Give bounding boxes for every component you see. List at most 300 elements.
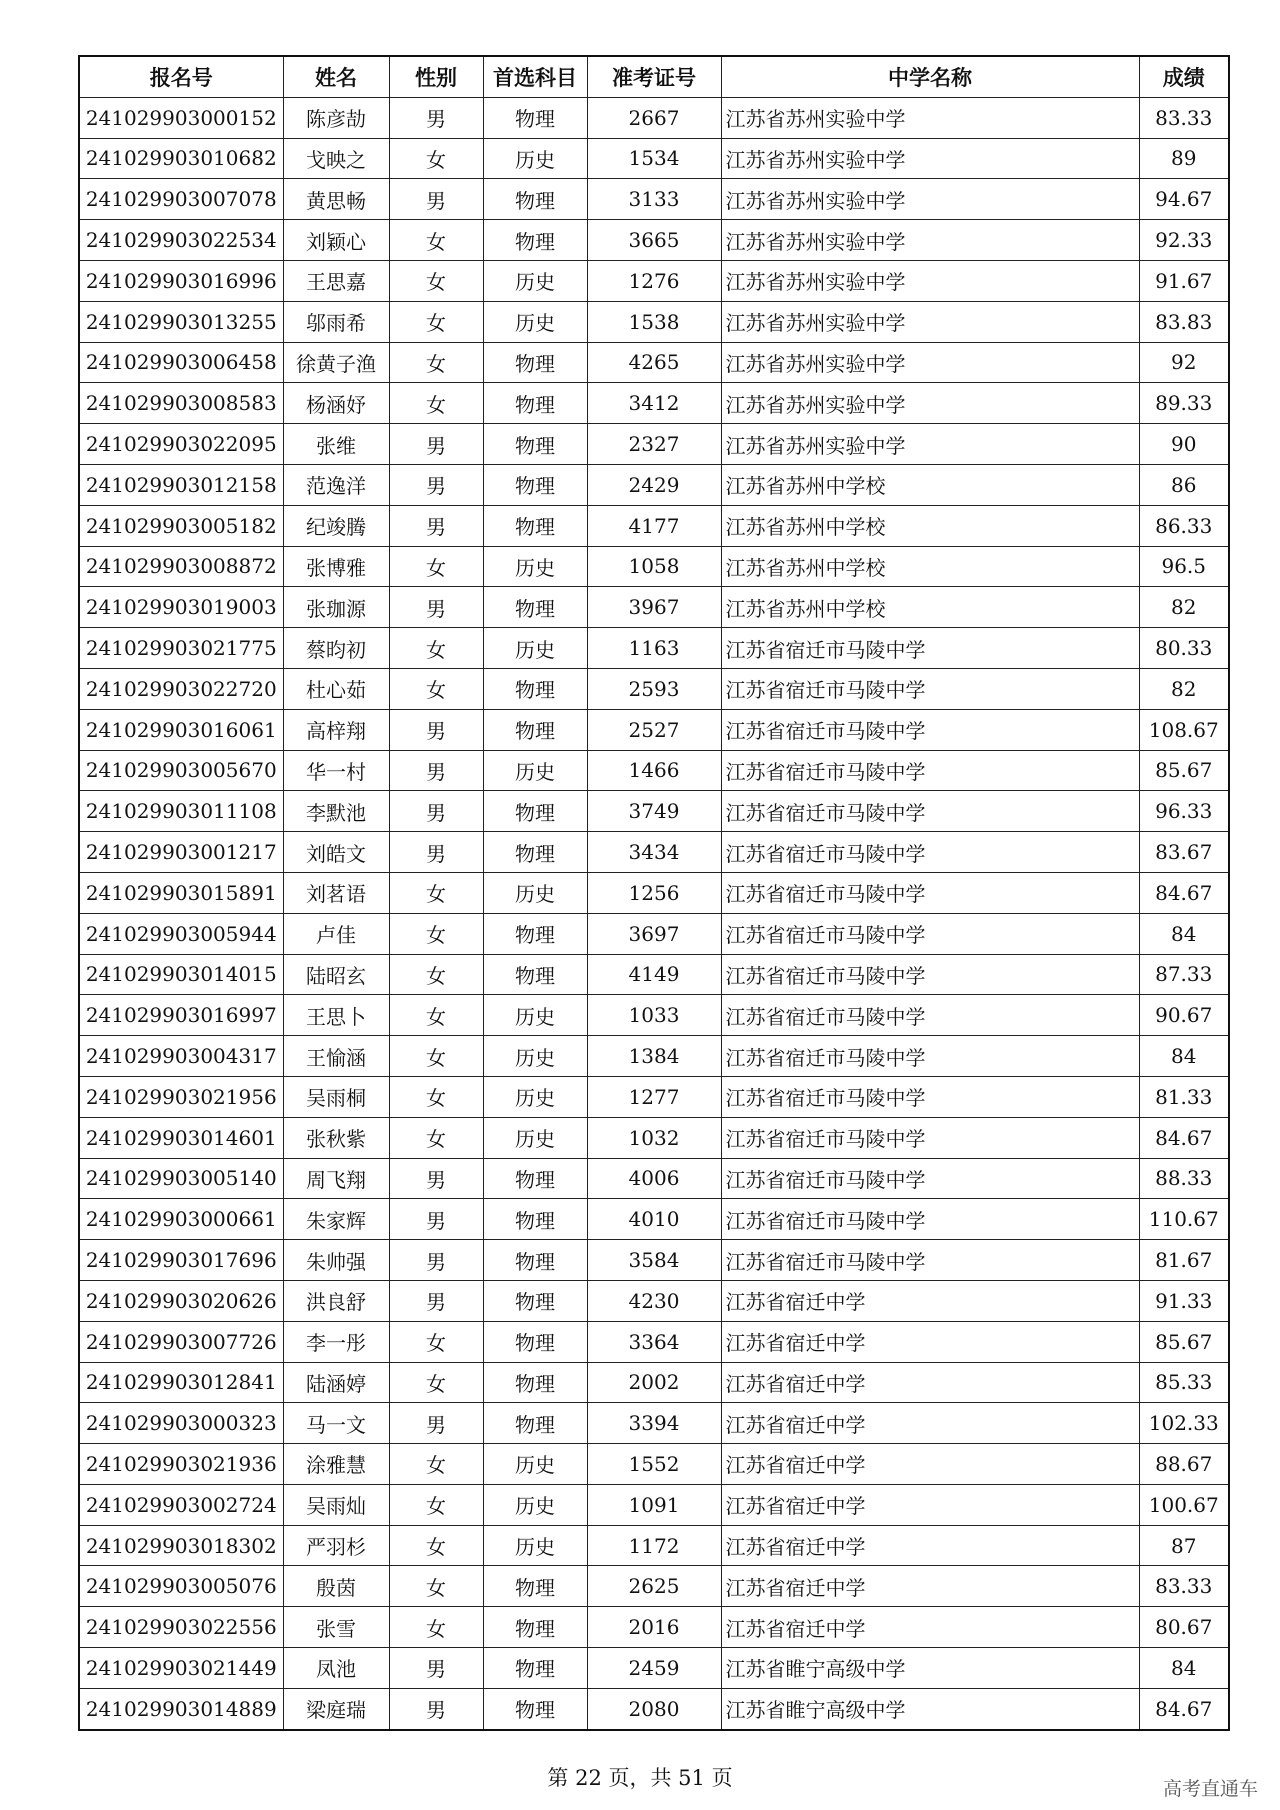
- watermark: 高考直通车: [1162, 1778, 1258, 1800]
- cell-name: 严羽杉: [283, 1525, 389, 1566]
- cell-gender: 男: [389, 464, 483, 505]
- cell-score: 84.67: [1139, 872, 1229, 913]
- cell-registration-no: 241029903012841: [79, 1362, 283, 1403]
- cell-registration-no: 241029903005076: [79, 1566, 283, 1607]
- table-body: [79, 97, 1229, 1729]
- cell-school: 江苏省苏州中学校: [721, 505, 1139, 546]
- cell-subject: 物理: [483, 1688, 587, 1729]
- cell-school: 江苏省苏州实验中学: [721, 138, 1139, 179]
- cell-exam-id: 1384: [587, 1036, 721, 1077]
- cell-gender: 男: [389, 97, 483, 138]
- cell-school: 江苏省宿迁中学: [721, 1321, 1139, 1362]
- cell-school: 江苏省苏州中学校: [721, 587, 1139, 628]
- cell-name: 殷茵: [283, 1566, 389, 1607]
- cell-gender: 男: [389, 1403, 483, 1444]
- cell-registration-no: 241029903015891: [79, 872, 283, 913]
- cell-school: 江苏省宿迁市马陵中学: [721, 1117, 1139, 1158]
- cell-score: 84.67: [1139, 1117, 1229, 1158]
- cell-subject: 物理: [483, 1199, 587, 1240]
- cell-exam-id: 1032: [587, 1117, 721, 1158]
- cell-school: 江苏省宿迁市马陵中学: [721, 709, 1139, 750]
- cell-name: 杨涵妤: [283, 383, 389, 424]
- table-row: [79, 1648, 1229, 1689]
- cell-subject: 物理: [483, 587, 587, 628]
- cell-name: 蔡昀初: [283, 628, 389, 669]
- cell-score: 80.33: [1139, 628, 1229, 669]
- cell-school: 江苏省苏州实验中学: [721, 342, 1139, 383]
- header-subject: 首选科目: [483, 56, 587, 97]
- cell-score: 85.33: [1139, 1362, 1229, 1403]
- table-row: [79, 1117, 1229, 1158]
- cell-exam-id: 1552: [587, 1444, 721, 1485]
- cell-gender: 男: [389, 505, 483, 546]
- cell-name: 华一村: [283, 750, 389, 791]
- cell-gender: 男: [389, 832, 483, 873]
- cell-gender: 女: [389, 1566, 483, 1607]
- header-score: 成绩: [1139, 56, 1229, 97]
- cell-subject: 历史: [483, 1444, 587, 1485]
- cell-name: 张秋紫: [283, 1117, 389, 1158]
- cell-exam-id: 2667: [587, 97, 721, 138]
- cell-gender: 女: [389, 1117, 483, 1158]
- cell-registration-no: 241029903000323: [79, 1403, 283, 1444]
- cell-gender: 男: [389, 1688, 483, 1729]
- cell-subject: 历史: [483, 750, 587, 791]
- cell-gender: 男: [389, 1648, 483, 1689]
- cell-subject: 历史: [483, 1525, 587, 1566]
- cell-registration-no: 241029903019003: [79, 587, 283, 628]
- results-table: [78, 55, 1230, 1731]
- table-row: [79, 628, 1229, 669]
- cell-exam-id: 1163: [587, 628, 721, 669]
- table-row: [79, 97, 1229, 138]
- cell-exam-id: 2016: [587, 1607, 721, 1648]
- table-row: [79, 546, 1229, 587]
- cell-gender: 女: [389, 138, 483, 179]
- cell-gender: 女: [389, 383, 483, 424]
- cell-school: 江苏省宿迁中学: [721, 1566, 1139, 1607]
- cell-exam-id: 3394: [587, 1403, 721, 1444]
- cell-gender: 女: [389, 1321, 483, 1362]
- cell-registration-no: 241029903006458: [79, 342, 283, 383]
- cell-exam-id: 1466: [587, 750, 721, 791]
- cell-name: 朱帅强: [283, 1240, 389, 1281]
- cell-name: 戈映之: [283, 138, 389, 179]
- cell-exam-id: 4006: [587, 1158, 721, 1199]
- cell-subject: 物理: [483, 1158, 587, 1199]
- cell-score: 89.33: [1139, 383, 1229, 424]
- cell-gender: 男: [389, 179, 483, 220]
- table-row: [79, 750, 1229, 791]
- cell-school: 江苏省宿迁市马陵中学: [721, 668, 1139, 709]
- cell-school: 江苏省宿迁中学: [721, 1607, 1139, 1648]
- header-name: 姓名: [283, 56, 389, 97]
- cell-gender: 女: [389, 628, 483, 669]
- table-row: [79, 1607, 1229, 1648]
- cell-school: 江苏省宿迁中学: [721, 1444, 1139, 1485]
- table-row: [79, 832, 1229, 873]
- cell-exam-id: 1058: [587, 546, 721, 587]
- cell-gender: 女: [389, 1362, 483, 1403]
- cell-score: 90: [1139, 424, 1229, 465]
- cell-registration-no: 241029903021775: [79, 628, 283, 669]
- cell-score: 102.33: [1139, 1403, 1229, 1444]
- cell-registration-no: 241029903011108: [79, 791, 283, 832]
- cell-exam-id: 1091: [587, 1484, 721, 1525]
- cell-name: 张雪: [283, 1607, 389, 1648]
- cell-gender: 女: [389, 1607, 483, 1648]
- cell-name: 陈彦劼: [283, 97, 389, 138]
- cell-registration-no: 241029903021936: [79, 1444, 283, 1485]
- cell-subject: 历史: [483, 301, 587, 342]
- cell-subject: 历史: [483, 260, 587, 301]
- table-row: [79, 1444, 1229, 1485]
- cell-exam-id: 3584: [587, 1240, 721, 1281]
- cell-score: 89: [1139, 138, 1229, 179]
- cell-score: 100.67: [1139, 1484, 1229, 1525]
- cell-registration-no: 241029903012158: [79, 464, 283, 505]
- table-row: [79, 464, 1229, 505]
- cell-school: 江苏省宿迁市马陵中学: [721, 791, 1139, 832]
- cell-school: 江苏省宿迁市马陵中学: [721, 995, 1139, 1036]
- table-row: [79, 954, 1229, 995]
- cell-school: 江苏省宿迁市马陵中学: [721, 1076, 1139, 1117]
- cell-score: 91.67: [1139, 260, 1229, 301]
- cell-subject: 物理: [483, 668, 587, 709]
- cell-school: 江苏省宿迁市马陵中学: [721, 832, 1139, 873]
- cell-registration-no: 241029903020626: [79, 1280, 283, 1321]
- cell-subject: 历史: [483, 872, 587, 913]
- cell-score: 80.67: [1139, 1607, 1229, 1648]
- cell-exam-id: 2327: [587, 424, 721, 465]
- cell-score: 81.33: [1139, 1076, 1229, 1117]
- cell-exam-id: 3967: [587, 587, 721, 628]
- table-row: [79, 179, 1229, 220]
- cell-gender: 女: [389, 220, 483, 261]
- cell-registration-no: 241029903022534: [79, 220, 283, 261]
- cell-score: 87.33: [1139, 954, 1229, 995]
- header-school: 中学名称: [721, 56, 1139, 97]
- cell-score: 88.67: [1139, 1444, 1229, 1485]
- table-row: [79, 1566, 1229, 1607]
- cell-name: 高梓翔: [283, 709, 389, 750]
- cell-score: 84: [1139, 1648, 1229, 1689]
- cell-name: 涂雅慧: [283, 1444, 389, 1485]
- cell-score: 83.83: [1139, 301, 1229, 342]
- cell-registration-no: 241029903008583: [79, 383, 283, 424]
- cell-school: 江苏省苏州中学校: [721, 464, 1139, 505]
- cell-subject: 历史: [483, 1484, 587, 1525]
- cell-registration-no: 241029903022095: [79, 424, 283, 465]
- cell-registration-no: 241029903022720: [79, 668, 283, 709]
- cell-name: 李一彤: [283, 1321, 389, 1362]
- cell-score: 110.67: [1139, 1199, 1229, 1240]
- cell-subject: 物理: [483, 505, 587, 546]
- cell-name: 王愉涵: [283, 1036, 389, 1077]
- cell-subject: 物理: [483, 1321, 587, 1362]
- cell-subject: 物理: [483, 383, 587, 424]
- cell-subject: 物理: [483, 832, 587, 873]
- cell-school: 江苏省宿迁中学: [721, 1362, 1139, 1403]
- cell-school: 江苏省苏州实验中学: [721, 301, 1139, 342]
- cell-score: 83.67: [1139, 832, 1229, 873]
- table-row: [79, 1240, 1229, 1281]
- cell-name: 张维: [283, 424, 389, 465]
- cell-score: 92.33: [1139, 220, 1229, 261]
- cell-registration-no: 241029903005670: [79, 750, 283, 791]
- cell-registration-no: 241029903005944: [79, 913, 283, 954]
- table-row: [79, 260, 1229, 301]
- cell-name: 周飞翔: [283, 1158, 389, 1199]
- cell-registration-no: 241029903008872: [79, 546, 283, 587]
- cell-exam-id: 4177: [587, 505, 721, 546]
- cell-name: 徐黄子渔: [283, 342, 389, 383]
- cell-school: 江苏省苏州中学校: [721, 546, 1139, 587]
- cell-registration-no: 241029903000661: [79, 1199, 283, 1240]
- table-row: [79, 505, 1229, 546]
- cell-score: 94.67: [1139, 179, 1229, 220]
- cell-school: 江苏省宿迁中学: [721, 1403, 1139, 1444]
- cell-school: 江苏省宿迁中学: [721, 1525, 1139, 1566]
- cell-subject: 物理: [483, 1566, 587, 1607]
- cell-subject: 物理: [483, 97, 587, 138]
- cell-school: 江苏省睢宁高级中学: [721, 1648, 1139, 1689]
- cell-exam-id: 2429: [587, 464, 721, 505]
- cell-score: 84.67: [1139, 1688, 1229, 1729]
- cell-exam-id: 2625: [587, 1566, 721, 1607]
- table-row: [79, 1158, 1229, 1199]
- header-registration-no: 报名号: [79, 56, 283, 97]
- cell-subject: 物理: [483, 179, 587, 220]
- cell-exam-id: 3665: [587, 220, 721, 261]
- cell-score: 82: [1139, 668, 1229, 709]
- table-row: [79, 424, 1229, 465]
- cell-registration-no: 241029903016061: [79, 709, 283, 750]
- cell-name: 张博雅: [283, 546, 389, 587]
- cell-exam-id: 1534: [587, 138, 721, 179]
- cell-exam-id: 1033: [587, 995, 721, 1036]
- cell-exam-id: 1276: [587, 260, 721, 301]
- cell-gender: 男: [389, 750, 483, 791]
- cell-score: 108.67: [1139, 709, 1229, 750]
- cell-score: 84: [1139, 1036, 1229, 1077]
- cell-school: 江苏省苏州实验中学: [721, 97, 1139, 138]
- cell-registration-no: 241029903007078: [79, 179, 283, 220]
- cell-score: 86.33: [1139, 505, 1229, 546]
- cell-subject: 物理: [483, 791, 587, 832]
- table-row: [79, 1036, 1229, 1077]
- cell-name: 马一文: [283, 1403, 389, 1444]
- cell-score: 85.67: [1139, 750, 1229, 791]
- cell-gender: 女: [389, 913, 483, 954]
- cell-exam-id: 3412: [587, 383, 721, 424]
- table-row: [79, 138, 1229, 179]
- cell-registration-no: 241029903001217: [79, 832, 283, 873]
- cell-name: 洪良舒: [283, 1280, 389, 1321]
- cell-gender: 女: [389, 260, 483, 301]
- table-row: [79, 1076, 1229, 1117]
- cell-exam-id: 2080: [587, 1688, 721, 1729]
- cell-registration-no: 241029903004317: [79, 1036, 283, 1077]
- cell-name: 范逸洋: [283, 464, 389, 505]
- cell-school: 江苏省宿迁市马陵中学: [721, 750, 1139, 791]
- cell-gender: 女: [389, 546, 483, 587]
- cell-subject: 物理: [483, 424, 587, 465]
- cell-subject: 物理: [483, 464, 587, 505]
- cell-school: 江苏省苏州实验中学: [721, 220, 1139, 261]
- cell-exam-id: 1538: [587, 301, 721, 342]
- cell-name: 吴雨灿: [283, 1484, 389, 1525]
- cell-score: 83.33: [1139, 1566, 1229, 1607]
- cell-gender: 男: [389, 1240, 483, 1281]
- cell-score: 91.33: [1139, 1280, 1229, 1321]
- cell-name: 黄思畅: [283, 179, 389, 220]
- cell-gender: 男: [389, 1199, 483, 1240]
- cell-score: 86: [1139, 464, 1229, 505]
- cell-gender: 女: [389, 1525, 483, 1566]
- cell-name: 陆涵婷: [283, 1362, 389, 1403]
- cell-score: 90.67: [1139, 995, 1229, 1036]
- cell-gender: 女: [389, 342, 483, 383]
- cell-subject: 物理: [483, 1362, 587, 1403]
- cell-subject: 历史: [483, 1117, 587, 1158]
- cell-school: 江苏省宿迁市马陵中学: [721, 954, 1139, 995]
- cell-gender: 女: [389, 668, 483, 709]
- cell-name: 凤池: [283, 1648, 389, 1689]
- cell-subject: 物理: [483, 913, 587, 954]
- cell-name: 李默池: [283, 791, 389, 832]
- table-row: [79, 1280, 1229, 1321]
- cell-registration-no: 241029903005182: [79, 505, 283, 546]
- cell-school: 江苏省宿迁市马陵中学: [721, 913, 1139, 954]
- cell-registration-no: 241029903010682: [79, 138, 283, 179]
- cell-registration-no: 241029903014601: [79, 1117, 283, 1158]
- table-row: [79, 301, 1229, 342]
- cell-name: 刘皓文: [283, 832, 389, 873]
- cell-name: 张珈源: [283, 587, 389, 628]
- cell-school: 江苏省苏州实验中学: [721, 383, 1139, 424]
- table-row: [79, 1525, 1229, 1566]
- table-row: [79, 383, 1229, 424]
- cell-score: 96.5: [1139, 546, 1229, 587]
- cell-score: 81.67: [1139, 1240, 1229, 1281]
- cell-exam-id: 2459: [587, 1648, 721, 1689]
- cell-subject: 历史: [483, 995, 587, 1036]
- cell-school: 江苏省宿迁市马陵中学: [721, 1199, 1139, 1240]
- cell-registration-no: 241029903018302: [79, 1525, 283, 1566]
- table-row: [79, 913, 1229, 954]
- cell-school: 江苏省宿迁市马陵中学: [721, 1158, 1139, 1199]
- cell-exam-id: 2593: [587, 668, 721, 709]
- table-row: [79, 872, 1229, 913]
- cell-score: 83.33: [1139, 97, 1229, 138]
- cell-subject: 历史: [483, 138, 587, 179]
- cell-registration-no: 241029903005140: [79, 1158, 283, 1199]
- table-header-row: [79, 56, 1229, 97]
- table-row: [79, 1688, 1229, 1729]
- table-row: [79, 995, 1229, 1036]
- cell-name: 卢佳: [283, 913, 389, 954]
- cell-score: 88.33: [1139, 1158, 1229, 1199]
- cell-name: 王思卜: [283, 995, 389, 1036]
- cell-subject: 历史: [483, 1076, 587, 1117]
- cell-name: 杜心茹: [283, 668, 389, 709]
- cell-name: 王思嘉: [283, 260, 389, 301]
- cell-exam-id: 2527: [587, 709, 721, 750]
- table-row: [79, 220, 1229, 261]
- header-exam-id: 准考证号: [587, 56, 721, 97]
- cell-school: 江苏省苏州实验中学: [721, 179, 1139, 220]
- cell-name: 邬雨希: [283, 301, 389, 342]
- cell-registration-no: 241029903014015: [79, 954, 283, 995]
- cell-gender: 男: [389, 587, 483, 628]
- cell-school: 江苏省宿迁中学: [721, 1280, 1139, 1321]
- cell-name: 梁庭瑞: [283, 1688, 389, 1729]
- table-row: [79, 1321, 1229, 1362]
- cell-registration-no: 241029903007726: [79, 1321, 283, 1362]
- cell-subject: 物理: [483, 1403, 587, 1444]
- cell-name: 纪竣腾: [283, 505, 389, 546]
- cell-exam-id: 3434: [587, 832, 721, 873]
- cell-gender: 女: [389, 1444, 483, 1485]
- cell-subject: 历史: [483, 546, 587, 587]
- cell-registration-no: 241029903016997: [79, 995, 283, 1036]
- cell-registration-no: 241029903014889: [79, 1688, 283, 1729]
- cell-school: 江苏省宿迁市马陵中学: [721, 628, 1139, 669]
- cell-score: 84: [1139, 913, 1229, 954]
- table-row: [79, 1199, 1229, 1240]
- cell-gender: 男: [389, 1158, 483, 1199]
- cell-exam-id: 1277: [587, 1076, 721, 1117]
- cell-gender: 女: [389, 1484, 483, 1525]
- cell-score: 96.33: [1139, 791, 1229, 832]
- cell-exam-id: 3697: [587, 913, 721, 954]
- cell-gender: 女: [389, 301, 483, 342]
- cell-subject: 物理: [483, 1280, 587, 1321]
- cell-subject: 物理: [483, 1240, 587, 1281]
- cell-score: 85.67: [1139, 1321, 1229, 1362]
- cell-exam-id: 1172: [587, 1525, 721, 1566]
- cell-exam-id: 3364: [587, 1321, 721, 1362]
- cell-subject: 历史: [483, 1036, 587, 1077]
- header-gender: 性别: [389, 56, 483, 97]
- cell-school: 江苏省苏州实验中学: [721, 260, 1139, 301]
- cell-exam-id: 4230: [587, 1280, 721, 1321]
- cell-gender: 男: [389, 709, 483, 750]
- cell-subject: 物理: [483, 1607, 587, 1648]
- cell-registration-no: 241029903002724: [79, 1484, 283, 1525]
- cell-name: 朱家辉: [283, 1199, 389, 1240]
- table-row: [79, 791, 1229, 832]
- cell-registration-no: 241029903013255: [79, 301, 283, 342]
- cell-name: 刘颖心: [283, 220, 389, 261]
- cell-subject: 物理: [483, 954, 587, 995]
- cell-gender: 男: [389, 1280, 483, 1321]
- cell-school: 江苏省苏州实验中学: [721, 424, 1139, 465]
- cell-gender: 女: [389, 954, 483, 995]
- cell-gender: 女: [389, 1076, 483, 1117]
- cell-gender: 女: [389, 872, 483, 913]
- cell-score: 82: [1139, 587, 1229, 628]
- cell-exam-id: 4265: [587, 342, 721, 383]
- cell-registration-no: 241029903021956: [79, 1076, 283, 1117]
- cell-score: 87: [1139, 1525, 1229, 1566]
- cell-school: 江苏省宿迁市马陵中学: [721, 872, 1139, 913]
- table-row: [79, 342, 1229, 383]
- cell-registration-no: 241029903000152: [79, 97, 283, 138]
- table-row: [79, 1403, 1229, 1444]
- cell-school: 江苏省宿迁市马陵中学: [721, 1240, 1139, 1281]
